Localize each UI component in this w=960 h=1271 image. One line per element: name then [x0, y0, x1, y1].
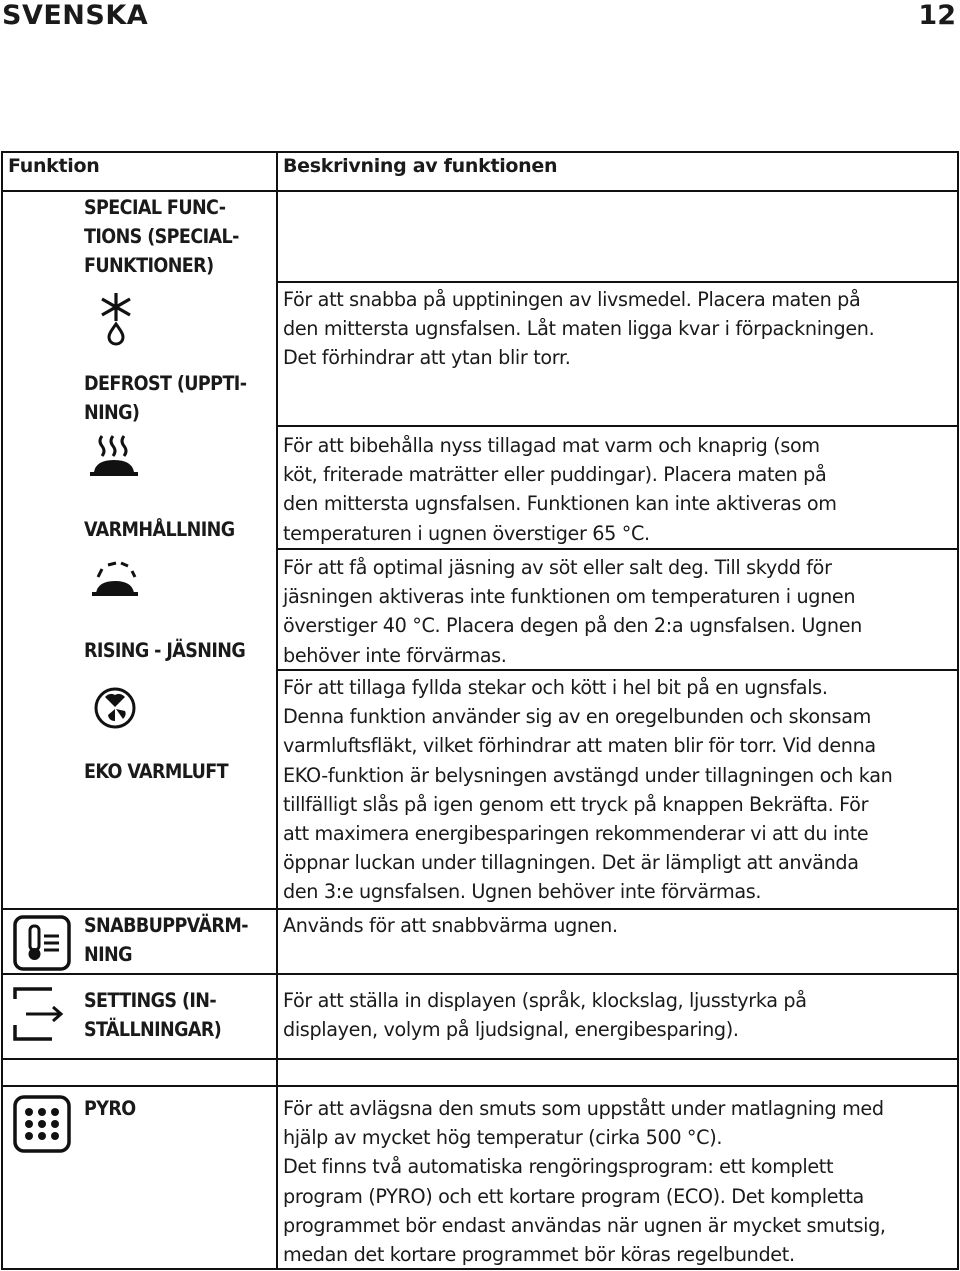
- fast-preheat-icon: [12, 914, 72, 972]
- function-description: För att tillaga fyllda stekar och kött i hel bit på en ugnsfals. Denna funktion använder sig av en oregelbunden och skonsam varmluftsfläkt, vilket förhindrar att maten blir för torr. Vid denna EKO-funktion är belysningen avstängd under tillagningen och kan tillfälligt slås på igen genom ett tryck på knappen Bekräfta. För att maximera energibesparingen rekommenderar vi att du inte öppnar luckan under tillagningen. Det är lämpligt att använda den 3:e ugnsfalsen. Ugnen behöver inte förvärmas.: [283, 676, 893, 904]
- row-rule: [1, 908, 277, 910]
- pyro-icon: [12, 1094, 72, 1154]
- function-name: VARMHÅLLNING: [84, 518, 235, 541]
- function-name: SETTINGS (IN- STÄLLNINGAR): [84, 989, 222, 1041]
- column-divider: [276, 151, 278, 1270]
- page-header: [0, 0, 960, 40]
- row-rule: [277, 908, 957, 910]
- row-rule: [277, 548, 957, 550]
- function-name: DEFROST (UPPTI- NING): [84, 372, 247, 424]
- defrost-icon: [92, 291, 140, 347]
- function-name: RISING - JÄSNING: [84, 639, 246, 662]
- function-name: PYRO: [84, 1097, 136, 1120]
- function-description: Används för att snabbvärma ugnen.: [283, 914, 618, 937]
- header-description: Beskrivning av funktionen: [283, 155, 558, 177]
- header-function: Funktion: [8, 155, 100, 177]
- function-description: För att avlägsna den smuts som uppstått under matlagning med hjälp av mycket hög temperatur (cirka 500 °C). Det finns två automatiska rengöringsprogram: ett komplett program (PYRO) och ett kortare program (ECO). Det kompletta programmet bör endast användas när ugnen är mycket smutsig, medan det kortare programmet bör köras regelbundet.: [283, 1097, 886, 1267]
- row-rule: [1, 1085, 957, 1087]
- row-rule: [1, 1058, 957, 1060]
- table-header-rule: [1, 190, 957, 192]
- row-rule: [1, 973, 277, 975]
- row-rule: [277, 281, 957, 283]
- function-description: För att ställa in displayen (språk, klockslag, ljusstyrka på displayen, volym på ljudsignal, energibesparing).: [283, 989, 807, 1042]
- function-description: För att bibehålla nyss tillagad mat varm och knaprig (som köt, friterade maträtter eller puddingar). Placera maten på den mittersta ugnsfalsen. Funktionen kan inte aktiveras om temperaturen i ugnen överstiger 65 °C.: [283, 434, 837, 545]
- language-label: SVENSKA: [2, 0, 149, 31]
- row-rule: [277, 973, 957, 975]
- function-description: För att snabba på upptiningen av livsmedel. Placera maten på den mittersta ugnsfalsen. Låt maten ligga kvar i förpackningen. Det förhindrar att ytan blir torr.: [283, 288, 875, 370]
- keep-warm-icon: [88, 432, 140, 482]
- row-rule: [277, 425, 957, 427]
- table-left-border: [1, 151, 3, 1270]
- function-name: SNABBUPPVÄRM- NING: [84, 914, 248, 966]
- settings-icon: [12, 985, 70, 1043]
- function-name: EKO VARMLUFT: [84, 760, 229, 783]
- table-top-border: [1, 151, 957, 153]
- table-right-border: [957, 151, 959, 1270]
- section-title: SPECIAL FUNC- TIONS (SPECIAL- FUNKTIONER): [84, 196, 239, 277]
- page-number: 12: [918, 0, 956, 31]
- rising-icon: [90, 557, 140, 601]
- eco-fan-icon: [92, 685, 138, 731]
- function-description: För att få optimal jäsning av söt eller salt deg. Till skydd för jäsningen aktiveras inte funktionen om temperaturen i ugnen överstiger 40 °C. Placera degen på den 2:a ugnsfalsen. Ugnen behöver inte förvärmas.: [283, 556, 862, 667]
